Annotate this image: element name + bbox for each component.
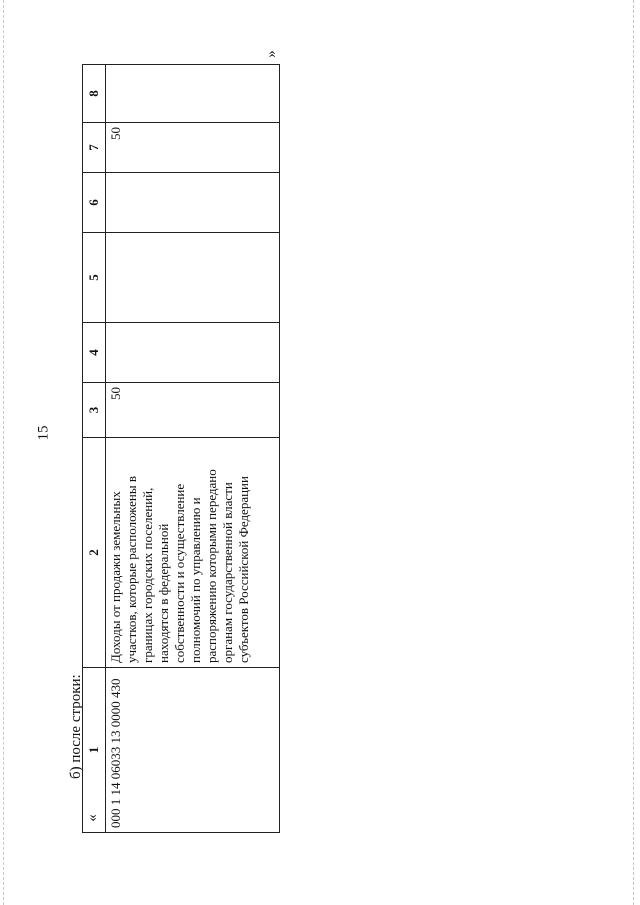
amendment-caption: б) после строки: (68, 674, 84, 779)
opening-quote: « (84, 814, 101, 822)
column-header-5: 5 (83, 233, 106, 323)
column-header-6: 6 (83, 173, 106, 233)
column-header-2: 2 (83, 438, 106, 668)
left-scan-edge (3, 0, 4, 905)
cell-income-description: Доходы от продажи земельных участков, которые расположены в границах городских поселений, находятся в федеральной собственности и осуществление полномочий по управлению и распоряжению которыми передано органам государственной власти субъектов Российской Федерации (106, 438, 280, 668)
column-header-4: 4 (83, 323, 106, 383)
cell-col5-value (106, 233, 280, 323)
right-scan-edge (633, 0, 634, 905)
table-row (106, 65, 280, 833)
closing-quote: » (263, 50, 280, 58)
cell-col4-value (106, 323, 280, 383)
income-table (82, 64, 280, 833)
column-header-3: 3 (83, 383, 106, 438)
cell-col7-value: 50 (106, 123, 280, 173)
column-header-7: 7 (83, 123, 106, 173)
column-header-1: 1 (83, 668, 106, 833)
cell-col6-value (106, 173, 280, 233)
cell-col3-value: 50 (106, 383, 280, 438)
table-header-row (83, 65, 106, 833)
income-table-container (82, 65, 280, 833)
cell-budget-code: 000 1 14 06033 13 0000 430 (106, 668, 280, 833)
cell-col8-value (106, 65, 280, 123)
page-number: 15 (35, 425, 52, 441)
column-header-8: 8 (83, 65, 106, 123)
